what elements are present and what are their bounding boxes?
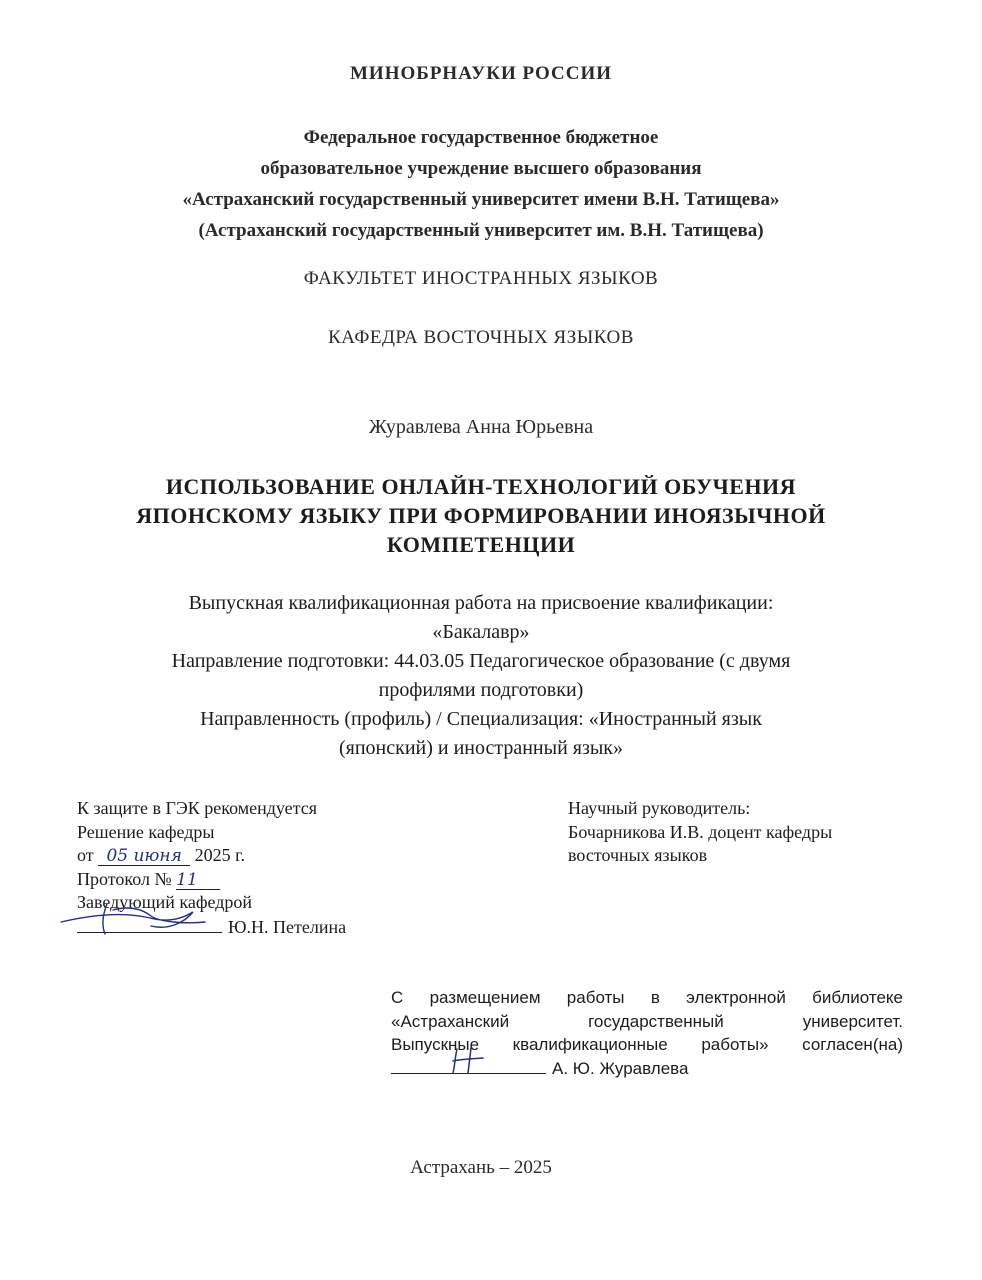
supervisor-block bbox=[568, 797, 832, 868]
ministry-heading: МИНОБРНАУКИ РОССИИ bbox=[349, 63, 613, 84]
handwritten-date: 05 июня bbox=[98, 847, 190, 866]
title-line: ЯПОНСКОМУ ЯЗЫКУ ПРИ ФОРМИРОВАНИИ ИНОЯЗЫЧНОЙ bbox=[136, 503, 826, 528]
author-signature-icon bbox=[449, 1045, 489, 1075]
consent-signer: А. Ю. Журавлева bbox=[552, 1058, 689, 1078]
supervisor-label: Научный руководитель: bbox=[568, 798, 751, 818]
head-name: Ю.Н. Петелина bbox=[228, 916, 347, 937]
head-signature-icon bbox=[55, 900, 245, 940]
consent-line: «Астраханский государственный университет. bbox=[391, 1011, 903, 1031]
handwritten-protocol-number: 11 bbox=[176, 871, 220, 890]
date-prefix: от bbox=[77, 845, 94, 865]
university-name-block bbox=[0, 122, 962, 246]
supervisor-department: восточных языков bbox=[568, 845, 708, 865]
date-suffix: 2025 г. bbox=[194, 845, 245, 865]
title-line: ИСПОЛЬЗОВАНИЕ ОНЛАЙН-ТЕХНОЛОГИЙ ОБУЧЕНИЯ bbox=[165, 474, 797, 499]
work-line: Выпускная квалификационная работа на присвоение квалификации: bbox=[188, 592, 774, 614]
work-line: «Бакалавр» bbox=[432, 621, 530, 643]
consent-line: С размещением работы в электронной библиотеке bbox=[391, 988, 903, 1007]
consent-signature-line bbox=[391, 1057, 903, 1081]
org-line: «Астраханский государственный университет имени В.Н. Татищева» bbox=[182, 189, 780, 210]
faculty-heading: ФАКУЛЬТЕТ ИНОСТРАННЫХ ЯЗЫКОВ bbox=[303, 268, 659, 289]
work-line: профилями подготовки) bbox=[378, 679, 584, 701]
defense-approval-block bbox=[77, 797, 346, 939]
org-line: образовательное учреждение высшего образования bbox=[260, 158, 702, 179]
library-consent-block bbox=[391, 986, 903, 1080]
department-decision: Решение кафедры bbox=[77, 821, 215, 842]
decision-date bbox=[77, 844, 346, 868]
work-line: Направление подготовки: 44.03.05 Педагогическое образование (с двумя bbox=[171, 650, 791, 672]
org-line: (Астраханский государственный университет им. В.Н. Татищева) bbox=[198, 220, 764, 241]
supervisor-name: Бочарникова И.В. доцент кафедры bbox=[568, 821, 833, 842]
protocol-number bbox=[77, 868, 346, 892]
head-signature-line bbox=[77, 915, 346, 940]
work-line: Направленность (профиль) / Специализация: «Иностранный язык bbox=[200, 708, 762, 730]
city-year: Астрахань – 2025 bbox=[410, 1157, 552, 1178]
work-line: (японский) и иностранный язык» bbox=[338, 737, 624, 759]
protocol-prefix: Протокол № bbox=[77, 868, 172, 889]
defense-recommendation: К защите в ГЭК рекомендуется bbox=[77, 798, 318, 818]
title-line: КОМПЕТЕНЦИИ bbox=[386, 532, 576, 557]
org-line: Федеральное государственное бюджетное bbox=[303, 127, 659, 148]
department-heading: КАФЕДРА ВОСТОЧНЫХ ЯЗЫКОВ bbox=[328, 327, 634, 348]
work-description bbox=[0, 589, 962, 763]
head-of-department-title: Заведующий кафедрой bbox=[77, 892, 253, 912]
author-name: Журавлева Анна Юрьевна bbox=[368, 416, 594, 438]
consent-line: Выпускные квалификационные работы» согласен(на) bbox=[391, 1035, 903, 1054]
thesis-title bbox=[0, 472, 962, 559]
